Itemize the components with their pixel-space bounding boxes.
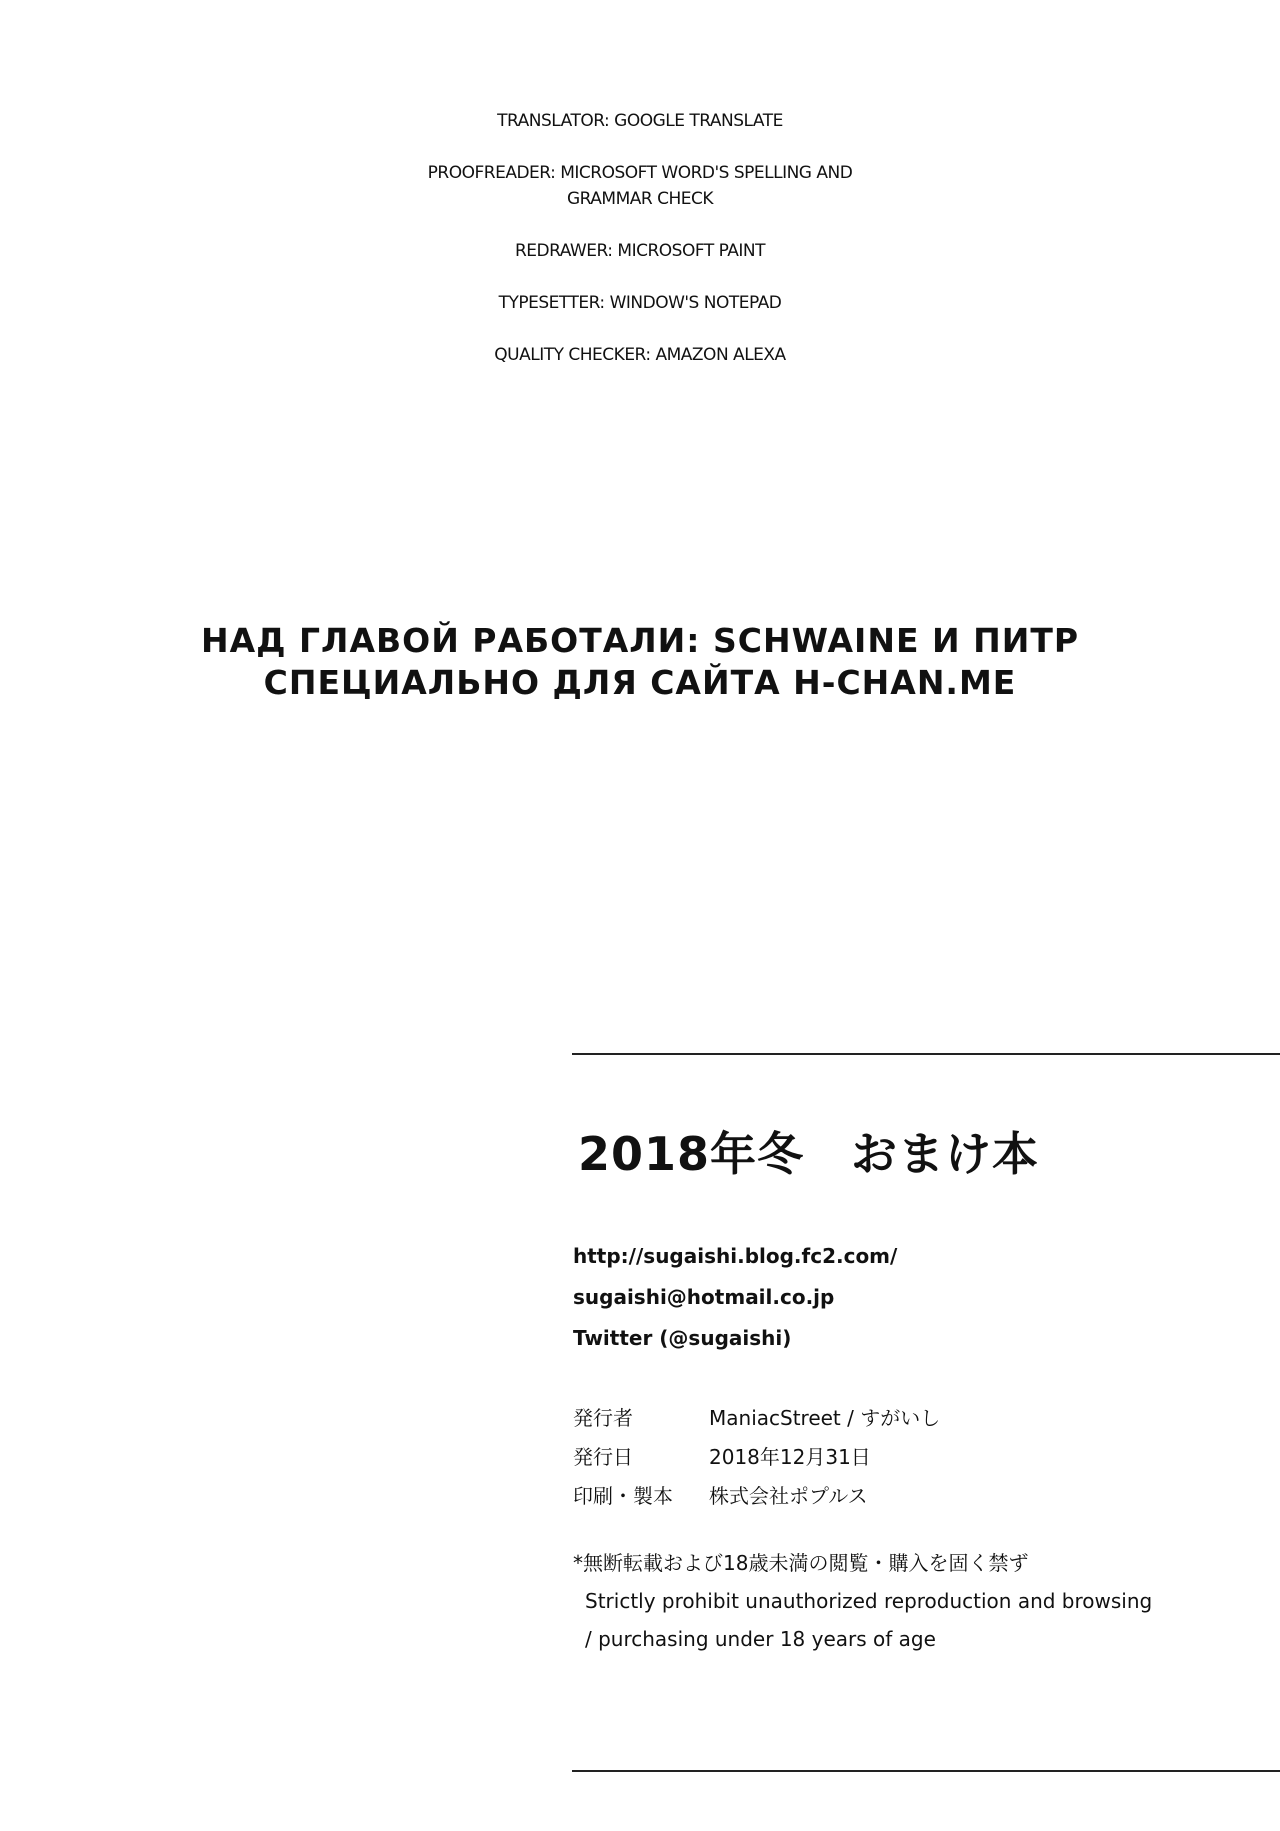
credit-translator (380, 108, 900, 134)
divider-top (572, 1053, 1280, 1055)
notice-english-line-1: Strictly prohibit unauthorized reproduction and browsing (585, 1589, 1153, 1613)
colophon-value: 株式会社ポプルス (709, 1484, 868, 1508)
credit-value: AMAZON ALEXA (655, 345, 786, 365)
credit-value: GOOGLE TRANSLATE (614, 111, 783, 131)
team-line-2: СПЕЦИАЛЬНО ДЛЯ САЙТА H-CHAN.ME (263, 663, 1017, 702)
credit-label: TRANSLATOR: (497, 111, 610, 131)
colophon-key: 発行日 (573, 1445, 633, 1469)
contact-email: sugaishi@hotmail.co.jp (573, 1285, 835, 1309)
credits-block (380, 108, 900, 394)
credit-label: TYPESETTER: (498, 293, 605, 313)
credit-value: MICROSOFT PAINT (617, 241, 766, 261)
colophon-row-date (573, 1436, 940, 1475)
book-title: 2018年冬 おまけ本 (578, 1127, 1040, 1181)
team-credit-block (100, 620, 1180, 704)
credit-value: WINDOW'S NOTEPAD (609, 293, 782, 313)
notice-japanese: *無断転載および18歳未満の閲覧・購入を固く禁ず (573, 1551, 1029, 1575)
colophon-value: ManiacStreet / すがいし (709, 1406, 941, 1430)
credit-label: PROOFREADER: (427, 163, 556, 183)
divider-bottom (572, 1770, 1280, 1772)
colophon-key: 発行者 (573, 1406, 633, 1430)
credit-value-continued: GRAMMAR CHECK (566, 189, 714, 209)
credit-value: MICROSOFT WORD'S SPELLING AND (560, 163, 853, 183)
notice-english-line-2: / purchasing under 18 years of age (585, 1627, 936, 1651)
colophon-table (573, 1397, 940, 1514)
team-line-1: НАД ГЛАВОЙ РАБОТАЛИ: SCHWAINE И ПИТР (200, 621, 1080, 660)
credit-proofreader (380, 160, 900, 212)
contact-url: http://sugaishi.blog.fc2.com/ (573, 1244, 898, 1268)
notice-block (573, 1544, 1152, 1658)
colophon-key: 印刷・製本 (573, 1484, 673, 1508)
contact-block (573, 1236, 897, 1359)
credit-label: QUALITY CHECKER: (494, 345, 651, 365)
colophon-row-publisher (573, 1397, 940, 1436)
credit-label: REDRAWER: (514, 241, 613, 261)
credit-quality-checker (380, 342, 900, 368)
credit-typesetter (380, 290, 900, 316)
colophon-value: 2018年12月31日 (709, 1445, 871, 1469)
colophon-row-printer (573, 1475, 940, 1514)
credit-redrawer (380, 238, 900, 264)
contact-twitter: Twitter (@sugaishi) (573, 1326, 792, 1350)
